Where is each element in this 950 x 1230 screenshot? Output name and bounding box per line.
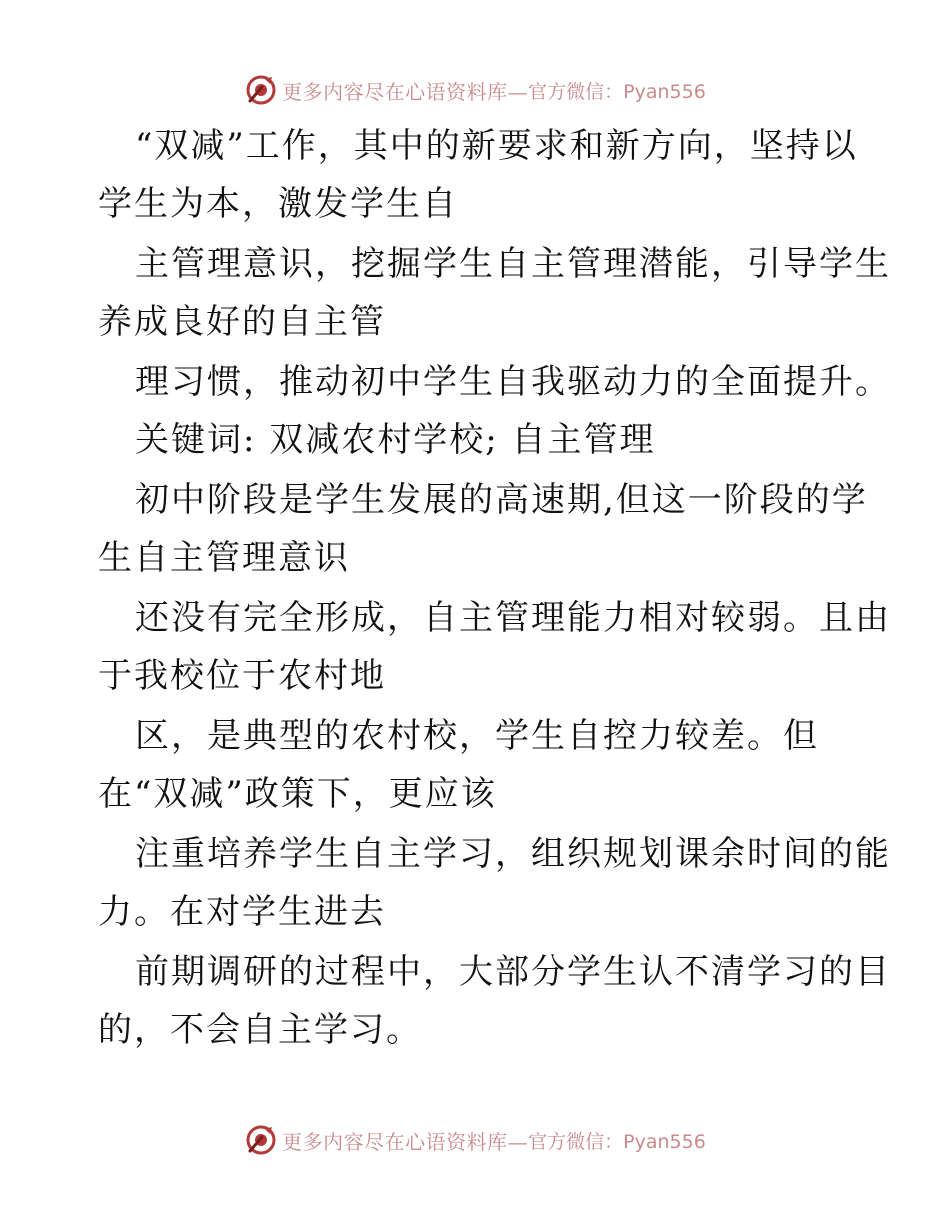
text-line: 理习惯，推动初中学生自我驱动力的全面提升。	[135, 362, 891, 402]
text-line: 前期调研的过程中，大部分学生认不清学习的目	[135, 952, 891, 992]
text-line: 在“双减”政策下，更应该	[98, 774, 497, 814]
text-line: 主管理意识，挖掘学生自主管理潜能，引导学生	[135, 244, 891, 284]
logo-icon	[244, 1123, 278, 1157]
header-watermark	[0, 70, 950, 110]
text-line: 力。在对学生进去	[98, 892, 386, 932]
text-line: 还没有完全形成，自主管理能力相对较弱。且由	[135, 598, 891, 638]
watermark-wechat: 官方微信：Pyan556	[528, 80, 706, 103]
text-line: “双减”工作，其中的新要求和新方向，坚持以	[135, 126, 858, 166]
text-line: 的，不会自主学习。	[98, 1010, 422, 1050]
text-line: 区，是典型的农村校，学生自控力较差。但	[135, 716, 819, 756]
text-line: 注重培养学生自主学习，组织规划课余时间的能	[135, 834, 891, 874]
text-line: 养成良好的自主管	[98, 302, 386, 342]
footer-watermark	[0, 1120, 950, 1160]
watermark-text: 更多内容尽在心语资料库—	[282, 1129, 529, 1154]
text-line: 于我校位于农村地	[98, 656, 386, 696]
keywords-line: 关键词: 双减农村学校; 自主管理	[135, 420, 656, 460]
watermark-text: 更多内容尽在心语资料库—	[282, 79, 529, 104]
text-line: 初中阶段是学生发展的高速期,但这一阶段的学	[135, 480, 868, 520]
logo-icon	[244, 73, 278, 107]
text-line: 学生为本，激发学生自	[98, 184, 458, 224]
watermark-wechat: 官方微信：Pyan556	[528, 1130, 706, 1153]
text-line: 生自主管理意识	[98, 538, 350, 578]
